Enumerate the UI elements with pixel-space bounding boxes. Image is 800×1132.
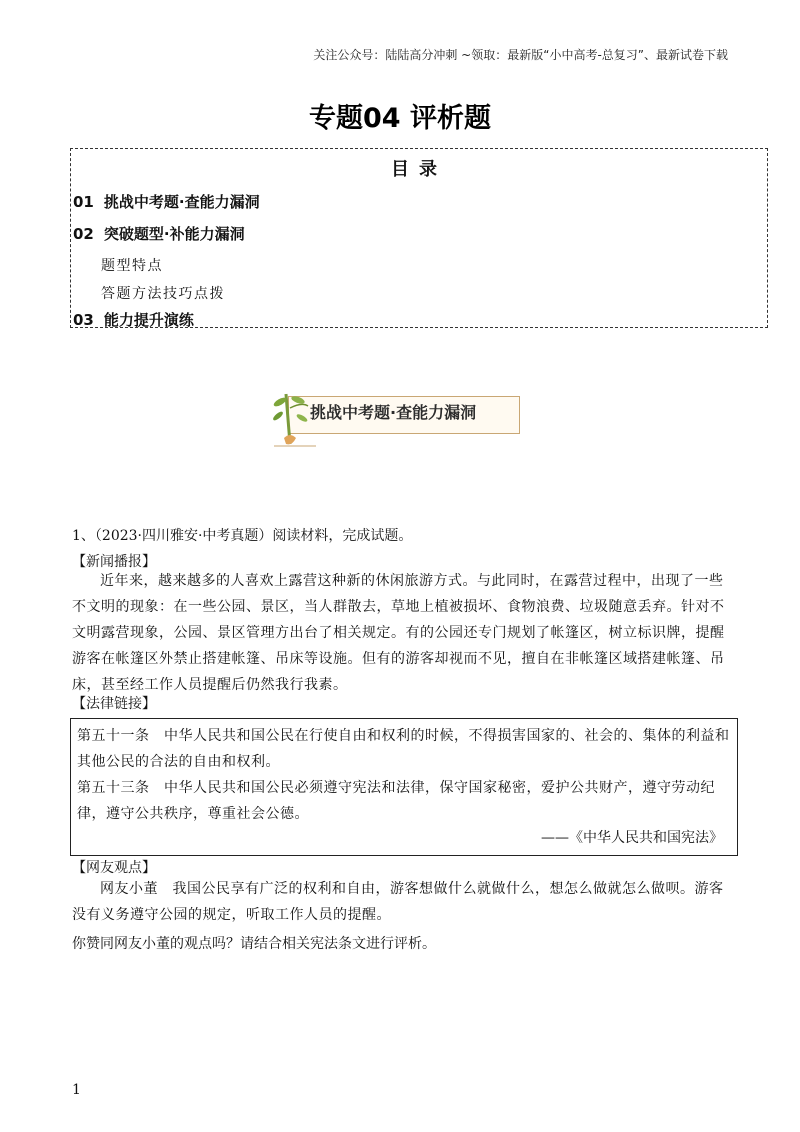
toc-item-01[interactable] [73,191,260,212]
table-of-contents [70,148,768,328]
page-title: 专题04 评析题 [309,103,491,134]
law-label: 【法律链接】 [72,696,156,712]
toc-sub-item[interactable]: 答题方法技巧点拨 [101,286,225,302]
law-box [70,718,738,856]
toc-heading: 目录 [391,159,447,180]
toc-item-label: 突破题型·补能力漏洞 [103,225,245,243]
toc-item-03[interactable] [73,309,194,330]
toc-item-02[interactable] [73,223,245,244]
view-paragraph: 网友小董 我国公民享有广泛的权利和自由，游客想做什么就做什么，想怎么做就怎么做呗。游客没有义务遵守公园的规定，听取工作人员的提醒。 [72,881,724,923]
question-ask: 你赞同网友小董的观点吗？请结合相关宪法条文进行评析。 [72,936,436,952]
news-paragraph: 近年来，越来越多的人喜欢上露营这种新的休闲旅游方式。与此同时，在露营过程中，出现了一些不文明的现象：在一些公园、景区，当人群散去，草地上植被损坏、食物浪费、垃圾随意丢弃。针对不文明露营现象，公园、景区管理方出台了相关规定。有的公园还专门规划了帐篷区，树立标识牌，提醒游客在帐篷区外禁止搭建帐篷、吊床等设施。但有的游客却视而不见，擅自在非帐篷区域搭建帐篷、吊床，甚至经工作人员提醒后仍然我行我素。 [72,573,725,693]
toc-item-number: 03 [73,311,94,329]
toc-item-label: 能力提升演练 [103,311,194,329]
section-banner [268,388,526,450]
banner-label: 挑战中考题·查能力漏洞 [310,403,477,422]
law-source: ——《中华人民共和国宪法》 [541,830,723,846]
page-number: 1 [72,1082,81,1098]
question-intro: 1、（2023·四川雅安·中考真题）阅读材料，完成试题。 [72,528,413,544]
view-label: 【网友观点】 [72,860,156,876]
toc-item-label: 挑战中考题·查能力漏洞 [103,193,260,211]
toc-sub-item[interactable]: 题型特点 [101,258,163,274]
header-note: 关注公众号：陆陆高分冲刺 ~领取：最新版“小中高考-总复习”、最新试卷下载 [313,48,728,62]
toc-item-number: 01 [73,193,94,211]
news-label: 【新闻播报】 [72,554,156,570]
law-article-51: 第五十一条 中华人民共和国公民在行使自由和权利的时候，不得损害国家的、社会的、集体的利益和其他公民的合法的自由和权利。 [77,728,730,770]
law-article-53: 第五十三条 中华人民共和国公民必须遵守宪法和法律，保守国家秘密，爱护公共财产，遵守劳动纪律，遵守公共秩序，尊重社会公德。 [77,780,715,822]
toc-item-number: 02 [73,225,94,243]
